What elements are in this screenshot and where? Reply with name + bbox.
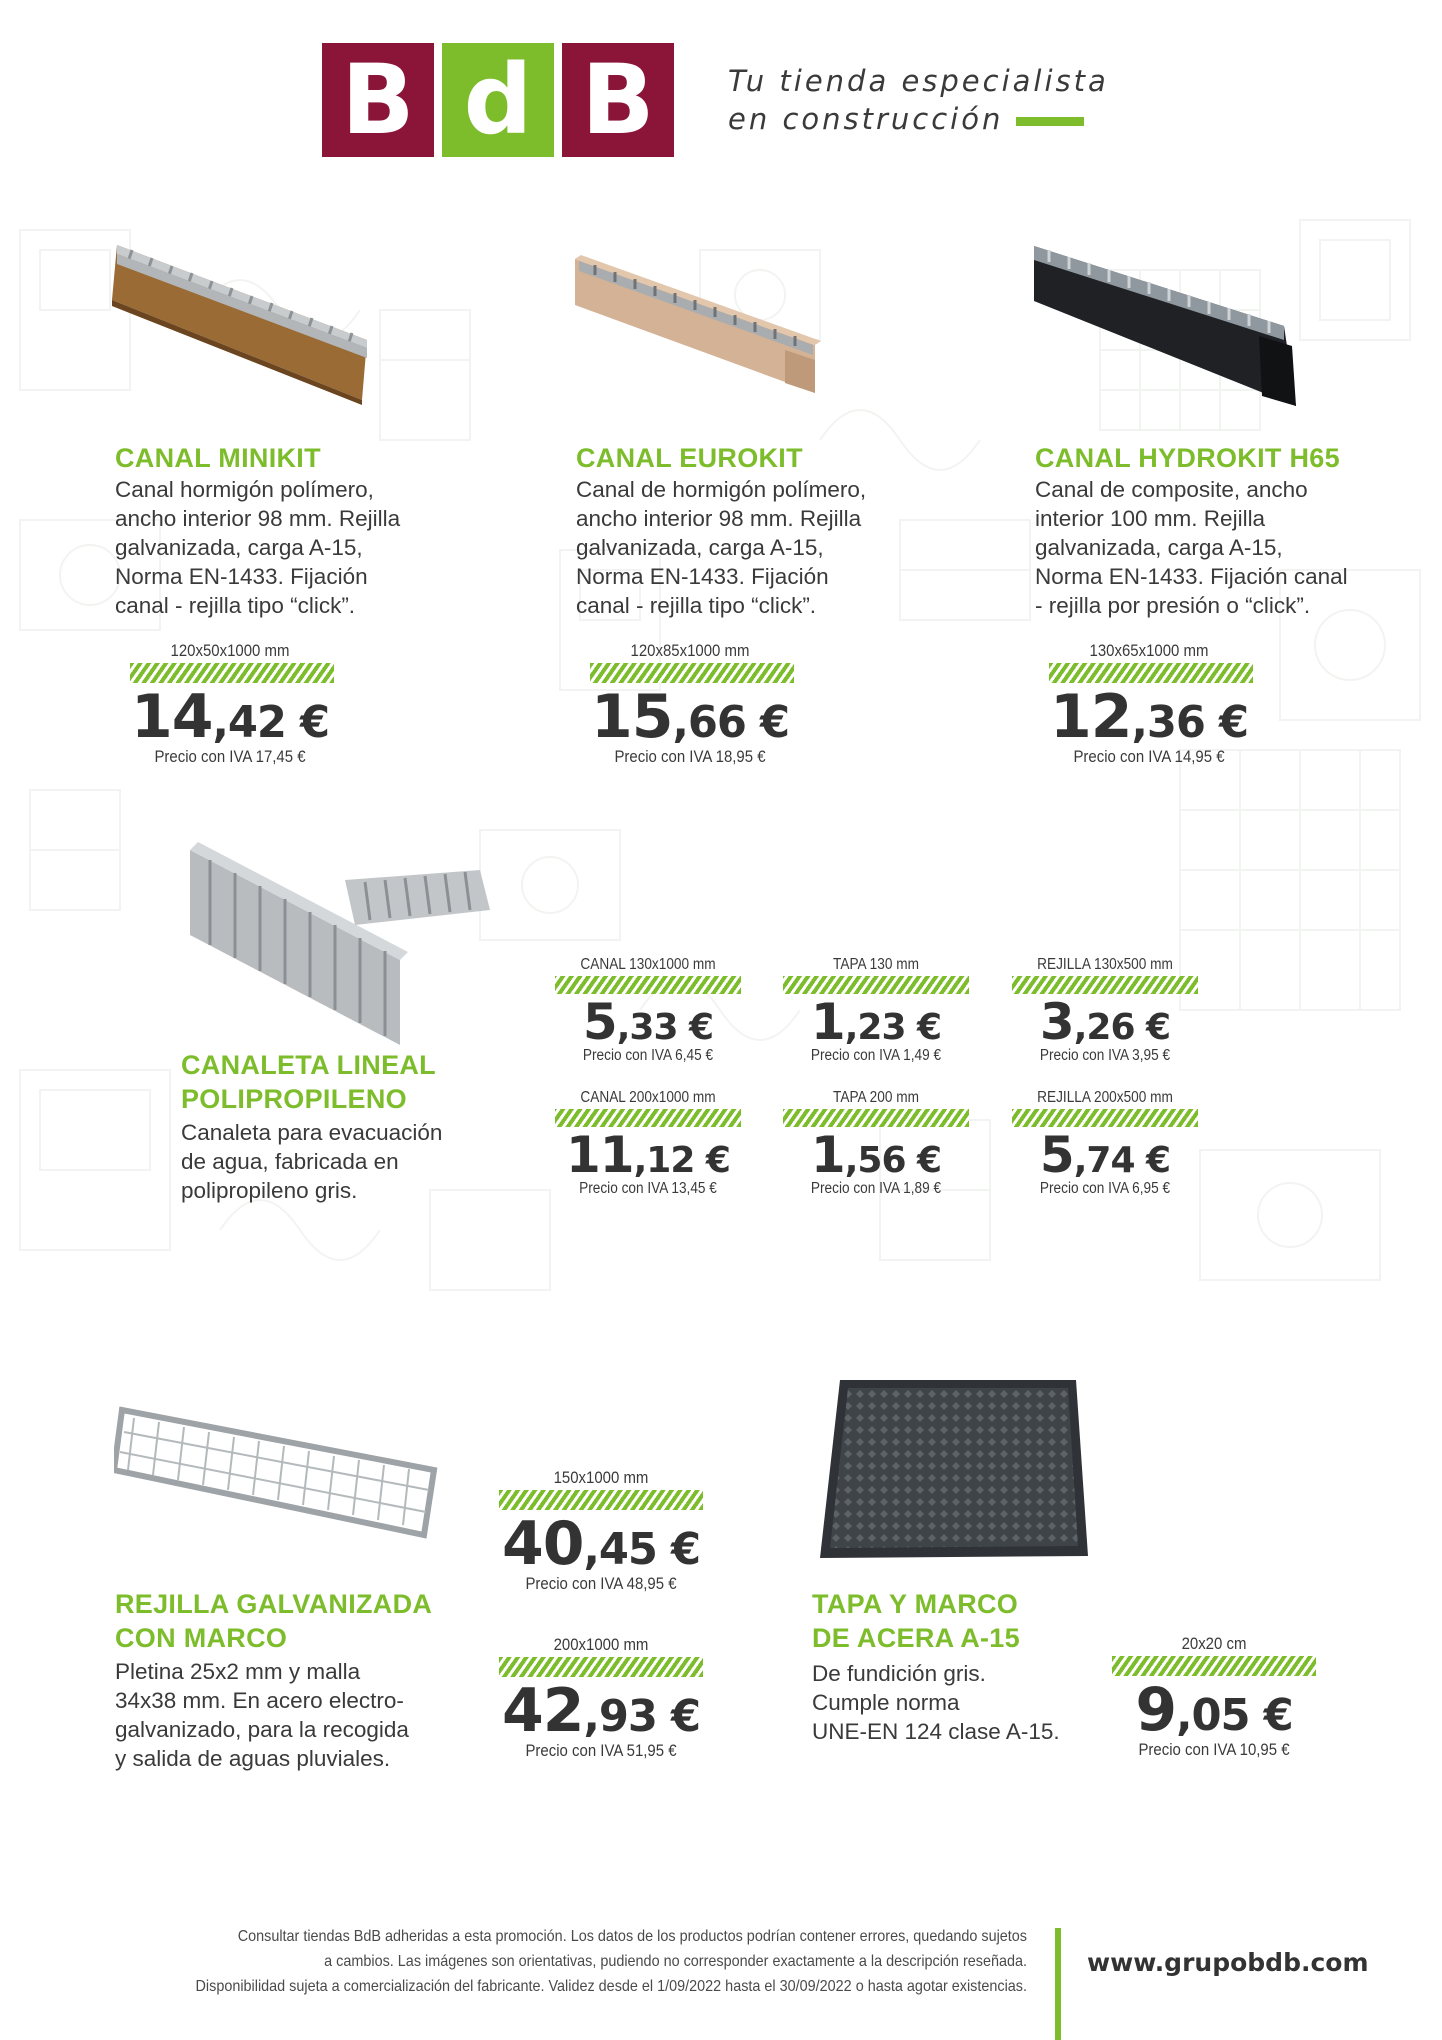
rejilla-title-line: CON MARCO <box>115 1623 288 1653</box>
price-size-label: TAPA 200 mm <box>833 1089 919 1106</box>
price-stripe-bar <box>499 1657 703 1677</box>
hydrokit-desc-line: - rejilla por presión o “click”. <box>1035 593 1311 618</box>
canal-minikit-image <box>112 240 372 405</box>
price-size-label: 130x65x1000 mm <box>1089 641 1209 660</box>
price-with-vat: Precio con IVA 6,45 € <box>582 1047 714 1064</box>
price-value: 5,33 € <box>582 993 714 1051</box>
rejilla-description <box>115 1657 409 1773</box>
price-stripe-bar <box>1049 663 1253 683</box>
rejilla-desc-line: galvanizado, para la recogida <box>115 1717 409 1742</box>
logo-letter-b1: B <box>322 43 434 157</box>
canaleta-title <box>181 1048 436 1116</box>
rejilla-desc-line: Pletina 25x2 mm y malla <box>115 1659 361 1684</box>
canaleta-description <box>181 1118 442 1205</box>
rejilla-galvanizada-image <box>114 1400 439 1540</box>
price-with-vat: Precio con IVA 48,95 € <box>525 1574 677 1593</box>
tagline-accent-bar <box>1016 117 1084 126</box>
canaleta-canal-130-price <box>555 956 741 1065</box>
price-value: 1,56 € <box>810 1126 942 1184</box>
rejilla-desc-line: 34x38 mm. En acero electro- <box>115 1688 404 1713</box>
canaleta-title-line: CANALETA LINEAL <box>181 1050 436 1080</box>
disclaimer-line: Consultar tiendas BdB adheridas a esta promoción. Los datos de los productos podrían contener errores, quedando sujetos <box>237 1928 1027 1945</box>
disclaimer-line: Disponibilidad sujeta a comercialización del fabricante. Validez desde el 1/09/2022 hasta el 30/09/2022 o hasta agotar existencias. <box>195 1978 1027 1995</box>
minikit-desc-line: Canal hormigón polímero, <box>115 477 374 502</box>
price-with-vat: Precio con IVA 14,95 € <box>1073 747 1225 766</box>
eurokit-title: CANAL EUROKIT <box>576 443 803 473</box>
price-size-label: 20x20 cm <box>1181 1634 1247 1653</box>
eurokit-description <box>576 475 866 620</box>
minikit-desc-line: canal - rejilla tipo “click”. <box>115 593 356 618</box>
eurokit-price <box>590 641 790 767</box>
price-value: 1,23 € <box>810 993 942 1051</box>
price-value: 14,42 € <box>130 682 330 752</box>
price-size-label: CANAL 130x1000 mm <box>580 956 716 973</box>
tapa-desc-line: UNE-EN 124 clase A-15. <box>812 1719 1060 1744</box>
canaleta-rejilla-130-price <box>1012 956 1198 1065</box>
price-with-vat: Precio con IVA 13,45 € <box>579 1180 717 1197</box>
hydrokit-desc-line: Canal de composite, ancho <box>1035 477 1308 502</box>
price-size-label: 200x1000 mm <box>553 1635 649 1654</box>
minikit-desc-line: Norma EN-1433. Fijación <box>115 564 368 589</box>
price-size-label: 150x1000 mm <box>553 1468 649 1487</box>
price-with-vat: Precio con IVA 18,95 € <box>614 747 766 766</box>
hydrokit-desc-line: galvanizada, carga A-15, <box>1035 535 1283 560</box>
canaleta-desc-line: polipropileno gris. <box>181 1178 358 1203</box>
bdb-logo <box>322 43 674 157</box>
price-stripe-bar <box>783 976 969 994</box>
canaleta-polipropileno-image <box>180 840 500 1050</box>
price-stripe-bar <box>1012 976 1198 994</box>
eurokit-desc-line: Norma EN-1433. Fijación <box>576 564 829 589</box>
price-stripe-bar <box>499 1490 703 1510</box>
price-with-vat: Precio con IVA 10,95 € <box>1138 1740 1290 1759</box>
price-stripe-bar <box>1112 1656 1316 1676</box>
price-size-label: REJILLA 130x500 mm <box>1037 956 1173 973</box>
tapa-title-line: TAPA Y MARCO <box>812 1589 1019 1619</box>
disclaimer-line: a cambios. Las imágenes son orientativas, pudiendo no corresponder exactamente a la descripción reseñada. <box>324 1953 1027 1970</box>
hydrokit-price <box>1049 641 1249 767</box>
price-stripe-bar <box>130 663 334 683</box>
tapa-description <box>812 1659 1060 1746</box>
canal-eurokit-image <box>575 255 825 395</box>
canaleta-title-line: POLIPROPILENO <box>181 1084 407 1114</box>
price-stripe-bar <box>555 976 741 994</box>
footer-divider <box>1055 1928 1061 2040</box>
price-with-vat: Precio con IVA 17,45 € <box>154 747 306 766</box>
price-value: 5,74 € <box>1039 1126 1171 1184</box>
hydrokit-title: CANAL HYDROKIT H65 <box>1035 443 1340 473</box>
price-with-vat: Precio con IVA 6,95 € <box>1039 1180 1171 1197</box>
price-stripe-bar <box>1012 1109 1198 1127</box>
rejilla-title-line: REJILLA GALVANIZADA <box>115 1589 433 1619</box>
hydrokit-desc-line: interior 100 mm. Rejilla <box>1035 506 1266 531</box>
price-value: 42,93 € <box>501 1676 701 1746</box>
minikit-description <box>115 475 400 620</box>
eurokit-desc-line: Canal de hormigón polímero, <box>576 477 867 502</box>
eurokit-desc-line: canal - rejilla tipo “click”. <box>576 593 817 618</box>
price-size-label: CANAL 200x1000 mm <box>580 1089 716 1106</box>
price-with-vat: Precio con IVA 1,49 € <box>810 1047 942 1064</box>
tapa-title <box>812 1587 1020 1655</box>
price-stripe-bar <box>783 1109 969 1127</box>
canaleta-tapa-130-price <box>783 956 969 1065</box>
tapa-marco-image <box>818 1376 1093 1562</box>
price-with-vat: Precio con IVA 3,95 € <box>1039 1047 1171 1064</box>
website-link[interactable]: www.grupobdb.com <box>1087 1948 1369 1977</box>
canaleta-tapa-200-price <box>783 1089 969 1198</box>
tapa-price <box>1110 1634 1318 1760</box>
canaleta-rejilla-200-price <box>1012 1089 1198 1198</box>
price-size-label: REJILLA 200x500 mm <box>1037 1089 1173 1106</box>
legal-disclaimer <box>127 1924 1027 1999</box>
logo-letter-d: d <box>442 43 554 157</box>
price-stripe-bar <box>590 663 794 683</box>
price-stripe-bar <box>555 1109 741 1127</box>
tapa-title-line: DE ACERA A-15 <box>812 1623 1020 1653</box>
hydrokit-desc-line: Norma EN-1433. Fijación canal <box>1035 564 1348 589</box>
logo-letter-b2: B <box>562 43 674 157</box>
canal-hydrokit-image <box>1034 246 1298 408</box>
price-size-label: 120x85x1000 mm <box>630 641 750 660</box>
canaleta-desc-line: de agua, fabricada en <box>181 1149 399 1174</box>
price-value: 12,36 € <box>1049 682 1249 752</box>
tagline <box>728 62 1109 138</box>
tagline-line1: Tu tienda especialista <box>728 64 1109 98</box>
price-value: 11,12 € <box>566 1126 730 1184</box>
price-size-label: TAPA 130 mm <box>833 956 919 973</box>
hydrokit-description <box>1035 475 1348 620</box>
price-value: 40,45 € <box>501 1509 701 1579</box>
canaleta-canal-200-price <box>555 1089 741 1198</box>
price-value: 3,26 € <box>1039 993 1171 1051</box>
minikit-desc-line: galvanizada, carga A-15, <box>115 535 363 560</box>
tapa-desc-line: Cumple norma <box>812 1690 960 1715</box>
price-size-label: 120x50x1000 mm <box>170 641 290 660</box>
minikit-title: CANAL MINIKIT <box>115 443 321 473</box>
tagline-line2: en construcción <box>728 102 1004 136</box>
rejilla-desc-line: y salida de aguas pluviales. <box>115 1746 391 1771</box>
rejilla-title <box>115 1587 432 1655</box>
eurokit-desc-line: galvanizada, carga A-15, <box>576 535 824 560</box>
canaleta-desc-line: Canaleta para evacuación <box>181 1120 443 1145</box>
rejilla-150-price <box>497 1468 705 1594</box>
eurokit-desc-line: ancho interior 98 mm. Rejilla <box>576 506 862 531</box>
rejilla-200-price <box>497 1635 705 1761</box>
price-with-vat: Precio con IVA 51,95 € <box>525 1741 677 1760</box>
price-value: 15,66 € <box>590 682 790 752</box>
minikit-desc-line: ancho interior 98 mm. Rejilla <box>115 506 401 531</box>
price-with-vat: Precio con IVA 1,89 € <box>810 1180 942 1197</box>
tapa-desc-line: De fundición gris. <box>812 1661 986 1686</box>
price-value: 9,05 € <box>1135 1675 1293 1745</box>
minikit-price <box>130 641 330 767</box>
